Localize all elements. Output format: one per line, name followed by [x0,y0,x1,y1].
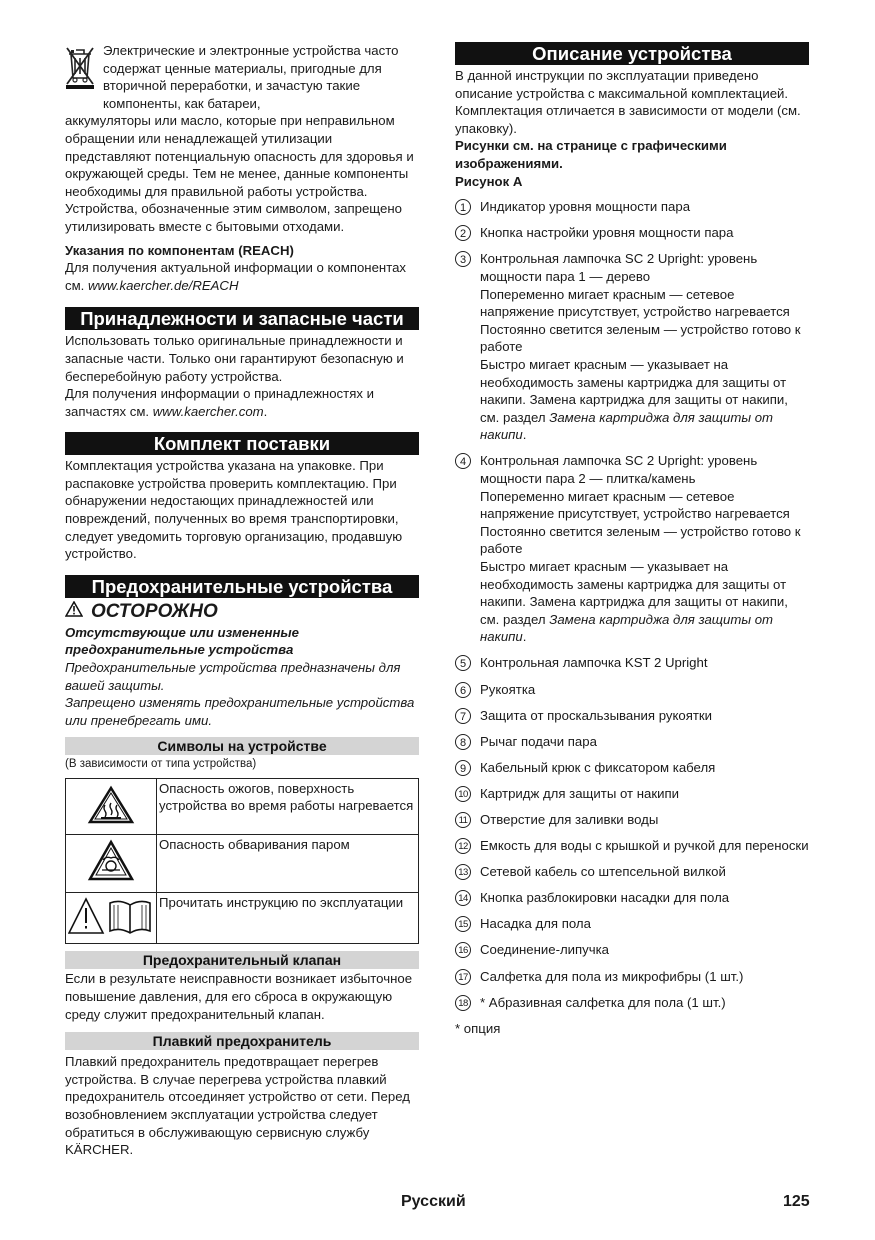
reach-text [65,259,419,294]
item-text-end: . [522,427,527,443]
weee-text-first: Электрические и электронные устройства часто содержат ценные материалы, пригодные для вторичной переработки, и зачастую такие компоненты, как батареи, [103,43,399,111]
item-text: Контрольная лампочка SC 2 Upright: уровень мощности пара 1 — дерево [480,251,758,284]
caution-label: ОСТОРОЖНО [91,600,218,622]
list-item [455,198,809,216]
list-item [455,968,809,986]
list-item [455,654,809,672]
item-text: Кабельный крюк с фиксатором кабеля [480,759,716,775]
symbols-heading: Символы на устройстве [65,737,419,755]
item-number: 13 [455,864,471,880]
fuse-heading: Плавкий предохранитель [65,1032,419,1050]
page-number: 125 [783,1193,810,1210]
item-number: 17 [455,969,471,985]
list-item [455,707,809,725]
hot-surface-icon [66,779,157,835]
symbol-row [66,779,419,835]
figure-label: Рисунок A [455,173,523,189]
item-number: 10 [455,786,471,802]
accessories-heading: Принадлежности и запасные части [65,307,419,330]
item-text: Индикатор уровня мощности пара [480,199,691,215]
figures-note: Рисунки см. на странице с графическими изображениями. [455,138,727,171]
item-text: Постоянно светится зеленым — устройство готово к работе [480,523,801,557]
crossed-bin-icon [65,42,103,112]
list-item [455,733,809,751]
item-text-body: Быстро мигает красным — указывает на необходимость замены картриджа для защиты от накипи. Замена картриджа для защиты от накипи, см. раздел [480,558,788,627]
safety-heading: Предохранительные устройства [65,575,419,598]
symbol-text: Прочитать инструкцию по эксплуатации [157,892,419,944]
description-intro: В данной инструкции по эксплуатации приведено описание устройства с максимальной комплектацией. Комплектация отличается в зависимости от модели (см. упаковку). [455,68,801,136]
item-text: Насадка для пола [480,916,591,932]
reach-title: Указания по компонентам (REACH) [65,242,294,258]
list-item [455,224,809,242]
item-number: 16 [455,942,471,958]
list-item [455,250,809,444]
accessories-text-1: Использовать только оригинальные принадлежности и запасные части. Только они гарантируют безопасную и бесперебойную работу устройства. [65,333,404,384]
item-number: 4 [455,453,471,469]
item-text: Постоянно светится зеленым — устройство готово к работе [480,321,801,355]
item-text: Картридж для защиты от накипи [480,785,679,801]
item-number: 6 [455,682,471,698]
symbols-note: (В зависимости от типа устройства) [65,758,257,771]
right-column [455,42,809,1037]
list-item [455,681,809,699]
item-text [480,558,809,646]
list-item [455,759,809,777]
item-text [480,356,809,444]
item-number: 9 [455,760,471,776]
item-number: 12 [455,838,471,854]
item-text: Рукоятка [480,681,536,697]
accessories-text-2 [65,385,419,420]
caution-text-1: Предохранительные устройства предназначены для вашей защиты. [65,660,401,693]
list-item [455,863,809,881]
item-number: 1 [455,199,471,215]
item-text: Кнопка настройки уровня мощности пара [480,225,734,241]
item-number: 11 [455,812,471,828]
symbol-row [66,835,419,893]
item-text: Контрольная лампочка SC 2 Upright: уровень мощности пара 2 — плитка/камень [480,453,758,486]
valve-heading: Предохранительный клапан [65,951,419,969]
weee-notice [65,42,419,112]
item-text: Рычаг подачи пара [480,733,597,749]
fuse-text: Плавкий предохранитель предотвращает перегрев устройства. В случае перегрева устройства плавкий предохранитель отсоединяет устройство от сети. Перед возобновлением эксплуатации устройства следует обратиться в обслуживающую сервисную службу KÄRCHER. [65,1054,410,1158]
left-column [65,42,419,1159]
section-reference-link[interactable]: Замена картриджа для защиты от накипи [480,611,774,645]
list-item [455,811,809,829]
item-text: Кнопка разблокировки насадки для пола [480,890,730,906]
symbol-text: Опасность обваривания паром [157,835,419,893]
item-text: Защита от проскальзывания рукоятки [480,707,713,723]
component-list [455,198,809,1011]
footer-language: Русский [401,1193,466,1210]
caution-text-2: Запрещено изменять предохранительные устройства или пренебрегать ими. [65,695,415,728]
item-number: 15 [455,916,471,932]
list-item [455,889,809,907]
item-number: 14 [455,890,471,906]
item-text: * Абразивная салфетка для пола (1 шт.) [480,994,726,1010]
section-reference-link[interactable]: Замена картриджа для защиты от накипи [480,409,774,443]
steam-hazard-icon [66,835,157,893]
list-item [455,785,809,803]
accessories-text-2-body: Для получения информации о принадлежностях и запчастях см. [65,386,374,419]
item-text: Салфетка для пола из микрофибры (1 шт.) [480,968,744,984]
list-item [455,452,809,646]
item-text: Контрольная лампочка KST 2 Upright [480,655,708,671]
item-number: 7 [455,708,471,724]
symbol-text: Опасность ожогов, поверхность устройства во время работы нагревается [157,779,419,835]
list-item [455,915,809,933]
item-number: 3 [455,251,471,267]
accessories-text-2-end: . [263,403,268,419]
read-manual-icon [66,892,157,944]
symbols-table [65,778,419,944]
delivery-text: Комплектация устройства указана на упаковке. При распаковке устройства проверить комплектацию. При обнаружении недостающих принадлежностей или повреждений, полученных во время транспортировки, следует уведомить торговую организацию, продавшую устройство. [65,458,403,562]
caution-bold: Отсутствующие или измененные предохранительные устройства [65,624,300,658]
list-item [455,941,809,959]
symbol-row [66,892,419,944]
item-text-body: Быстро мигает красным — указывает на необходимость замены картриджа для защиты от накипи. Замена картриджа для защиты от накипи, см. раздел [480,356,788,425]
item-number: 2 [455,225,471,241]
accessories-link[interactable]: www.kaercher.com [152,403,264,419]
item-text: Попеременно мигает красным — сетевое напряжение присутствует, устройство нагревается [480,286,790,320]
list-item [455,994,809,1012]
item-number: 18 [455,995,471,1011]
warning-triangle-icon [65,600,91,624]
option-note: * опция [455,1020,501,1036]
item-number: 5 [455,655,471,671]
item-text: Соединение-липучка [480,942,610,958]
list-item [455,837,809,855]
description-heading: Описание устройства [455,42,809,65]
delivery-heading: Комплект поставки [65,432,419,455]
reach-text-body: Для получения актуальной информации о компонентах см. [65,260,407,293]
item-text: Попеременно мигает красным — сетевое напряжение присутствует, устройство нагревается [480,488,790,522]
valve-text: Если в результате неисправности возникает избыточное повышение давления, для его сброса в окружающую среду служит предохранительный клапан. [65,971,413,1022]
caution-header [65,600,419,624]
item-text: Отверстие для заливки воды [480,811,659,827]
item-text-end: . [522,629,527,645]
reach-link[interactable]: www.kaercher.de/REACH [88,277,239,293]
item-text: Емкость для воды с крышкой и ручкой для переноски [480,838,809,854]
weee-text-rest: аккумуляторы или масло, которые при неправильном обращении или ненадлежащей утилизации представляют потенциальную опасность для здоровья и окружающей среды. Тем не менее, данные компоненты необходимы для правильной работы устройства. Устройства, обозначенные этим символом, запрещено утилизировать вместе с бытовыми отходами. [65,113,414,234]
item-text: Сетевой кабель со штепсельной вилкой [480,864,726,880]
item-number: 8 [455,734,471,750]
